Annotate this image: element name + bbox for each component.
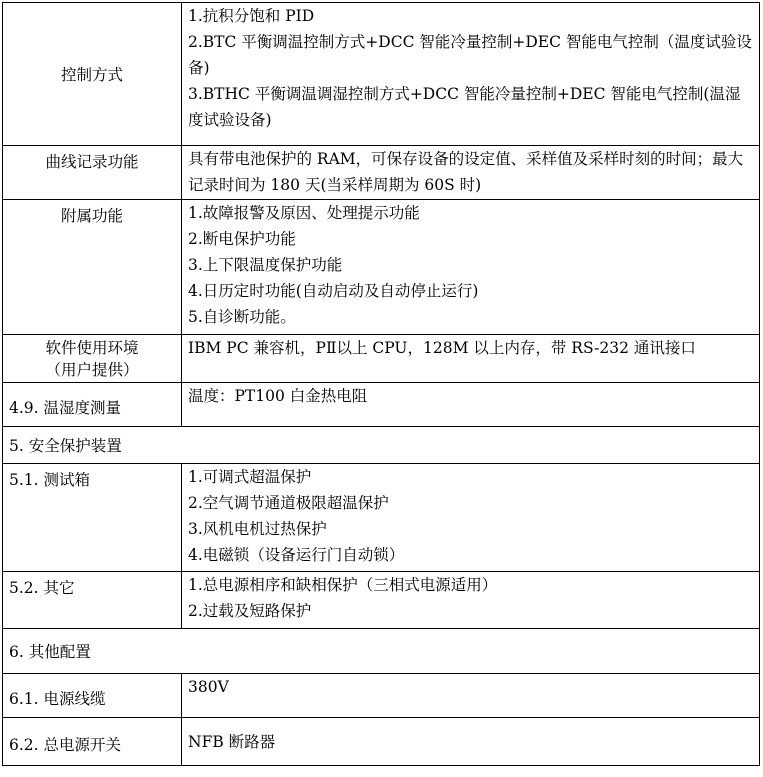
value-line: 3.BTHC 平衡调温调湿控制方式+DCC 智能冷量控制+DEC 智能电气控制(温湿度试验设备) [188, 85, 741, 129]
row-label: 曲线记录功能 [45, 153, 139, 171]
row-label-cell [3, 146, 182, 200]
section-heading-cell [3, 629, 760, 674]
table-row [3, 464, 760, 572]
value-line: 2.空气调节通道极限超温保护 [188, 494, 389, 512]
row-label-cell [3, 572, 182, 629]
row-label-note: （用户提供） [45, 361, 139, 379]
value-line: 4.日历定时功能(自动启动及自动停止运行) [188, 282, 479, 300]
value-line: NFB 断路器 [188, 732, 276, 751]
value-line: 1.可调式超温保护 [188, 468, 312, 486]
value-line: 3.上下限温度保护功能 [188, 256, 343, 274]
row-label-cell [3, 464, 182, 572]
value-line: 1.总电源相序和缺相保护（三相式电源适用） [188, 576, 498, 594]
table-row [3, 146, 760, 200]
table-row [3, 674, 760, 718]
value-line: 1.抗积分饱和 PID [188, 7, 315, 25]
row-value-cell [182, 674, 760, 718]
row-value-cell [182, 3, 760, 146]
row-label: 5.2. 其它 [9, 579, 75, 597]
row-label: 控制方式 [60, 66, 123, 84]
row-label: 6.1. 电源线缆 [9, 689, 106, 708]
row-value-cell [182, 572, 760, 629]
row-label-cell [3, 718, 182, 766]
table-row [3, 3, 760, 146]
value-line: 2.断电保护功能 [188, 230, 296, 248]
row-label-cell [3, 335, 182, 383]
row-label: 4.9. 温湿度测量 [9, 398, 122, 417]
row-label-cell [3, 383, 182, 427]
table-row [3, 383, 760, 427]
table-row [3, 572, 760, 629]
section-row [3, 629, 760, 674]
row-value-cell [182, 335, 760, 383]
value-line: 温度：PT100 白金热电阻 [188, 387, 368, 405]
value-line: 具有带电池保护的 RAM，可保存设备的设定值、采样值及采样时刻的时间；最大记录时间为 180 天(当采样周期为 60S 时) [188, 150, 744, 194]
row-value-cell [182, 146, 760, 200]
value-line: 5.自诊断功能。 [188, 308, 296, 326]
row-label: 附属功能 [60, 207, 123, 225]
value-line: 4.电磁锁（设备运行门自动锁） [188, 546, 405, 564]
section-heading: 6. 其他配置 [9, 643, 91, 661]
table-row [3, 200, 760, 335]
table-row [3, 718, 760, 766]
row-label-cell [3, 200, 182, 335]
section-heading-cell [3, 427, 760, 464]
row-label-cell [3, 3, 182, 146]
section-heading: 5. 安全保护装置 [9, 437, 122, 455]
row-label: 5.1. 测试箱 [9, 471, 91, 489]
spec-table [2, 2, 760, 766]
value-line: 2.BTC 平衡调温控制方式+DCC 智能冷量控制+DEC 智能电气控制（温度试验设备) [188, 33, 752, 77]
section-row [3, 427, 760, 464]
value-line: 380V [188, 678, 229, 696]
row-label-cell [3, 674, 182, 718]
row-label: 6.2. 总电源开关 [9, 735, 122, 754]
value-line: IBM PC 兼容机，PⅡ以上 CPU，128M 以上内存，带 RS-232 通讯接口 [188, 339, 696, 357]
value-line: 2.过载及短路保护 [188, 602, 312, 620]
row-value-cell [182, 383, 760, 427]
row-label: 软件使用环境 [45, 339, 139, 357]
value-line: 3.风机电机过热保护 [188, 520, 327, 538]
table-row [3, 335, 760, 383]
value-line: 1.故障报警及原因、处理提示功能 [188, 204, 420, 222]
row-value-cell [182, 464, 760, 572]
row-value-cell [182, 200, 760, 335]
row-value-cell [182, 718, 760, 766]
